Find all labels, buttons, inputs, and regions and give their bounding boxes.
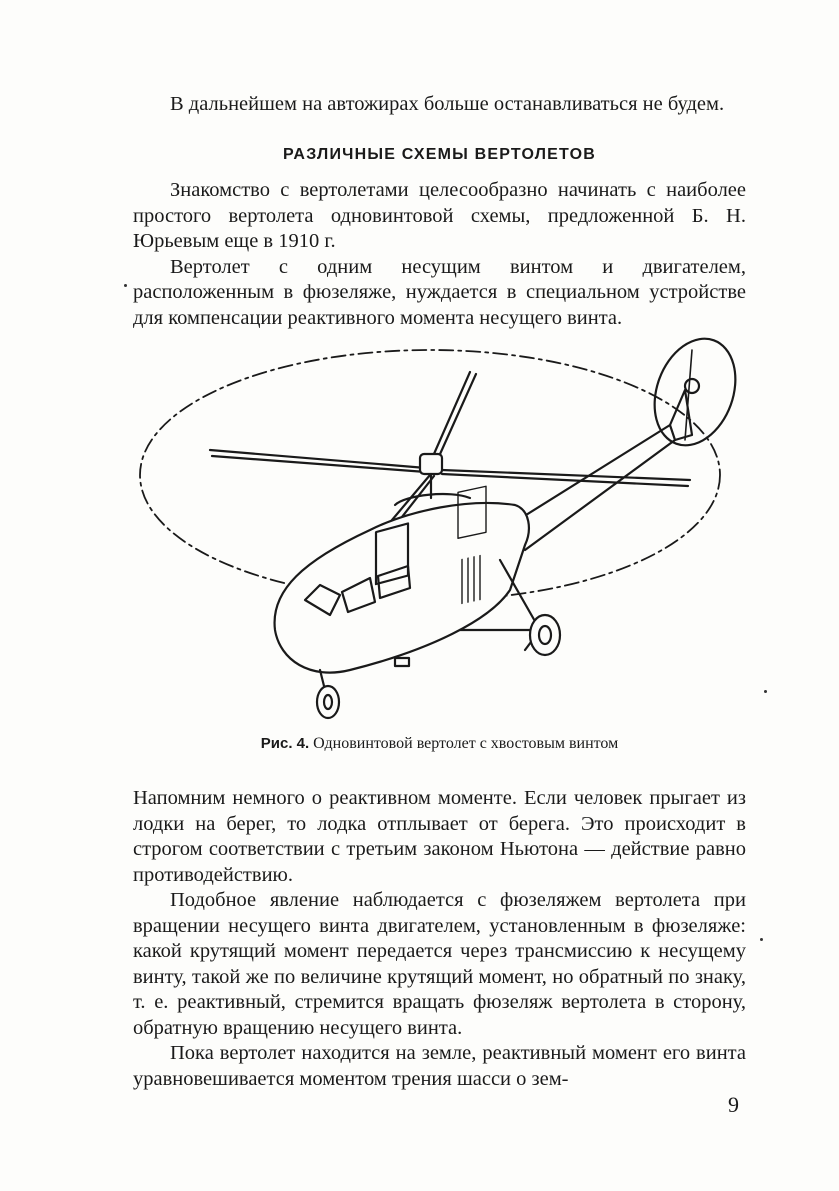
section-heading: РАЗЛИЧНЫЕ СХЕМЫ ВЕРТОЛЕТОВ (282, 146, 597, 163)
scan-speck (124, 284, 127, 287)
rotor-hub (420, 454, 442, 474)
fuselage (275, 503, 529, 673)
figure-caption-text: Одновинтовой вертолет с хвостовым винтом (313, 735, 619, 752)
scan-speck (764, 690, 767, 693)
figure-caption (133, 735, 746, 753)
footstep (395, 658, 409, 666)
tail-boom (510, 425, 675, 550)
intro-paragraph: В дальнейшем на автожирах больше останавливаться не будем. (170, 93, 725, 115)
scan-speck (760, 938, 763, 941)
section-text (133, 178, 746, 331)
page-number: 9 (728, 1092, 739, 1117)
paragraph: Напомним немного о реактивном моменте. Если человек прыгает из лодки на берег, то лодка отплывает от берега. Это происходит в строгом соответствии с третьим законом Ньютона — действие равно противодействию. (133, 787, 746, 886)
paragraph: Подобное явление наблюдается с фюзеляжем вертолета при вращении несущего винта двигателем, установленным в фюзеляже: какой крутящий момент передается через трансмиссию к несущему винту, такой же по величине крутящий момент, но обратный по знаку, т. е. реактивный, стремится вращать фюзеляж вертолета в сторону, обратную вращению несущего винта. (133, 889, 746, 1039)
body-text (133, 786, 746, 1092)
paragraph: Пока вертолет находится на земле, реактивный момент его винта уравновешивается моментом трения шасси о зем- (133, 1042, 746, 1090)
figure-label: Рис. 4. (260, 735, 310, 752)
nose-wheel (317, 686, 339, 718)
paragraph: Знакомство с вертолетами целесообразно начинать с наиболее простого вертолета одновинтовой схемы, предложенной Б. Н. Юрьевым еще в 1910 г. (133, 179, 746, 252)
intro-block (133, 92, 746, 118)
main-wheel (530, 615, 560, 655)
rotor-blade (210, 450, 426, 472)
rotor-blade (430, 372, 476, 463)
rotor-blade (442, 470, 690, 486)
tail-rotor-hub (685, 379, 699, 393)
paragraph: Вертолет с одним несущим винтом и двигателем, расположенным в фюзеляже, нуждается в специальном устройстве для компенсации реактивного момента несущего винта. (133, 255, 746, 329)
helicopter-illustration (130, 330, 740, 730)
